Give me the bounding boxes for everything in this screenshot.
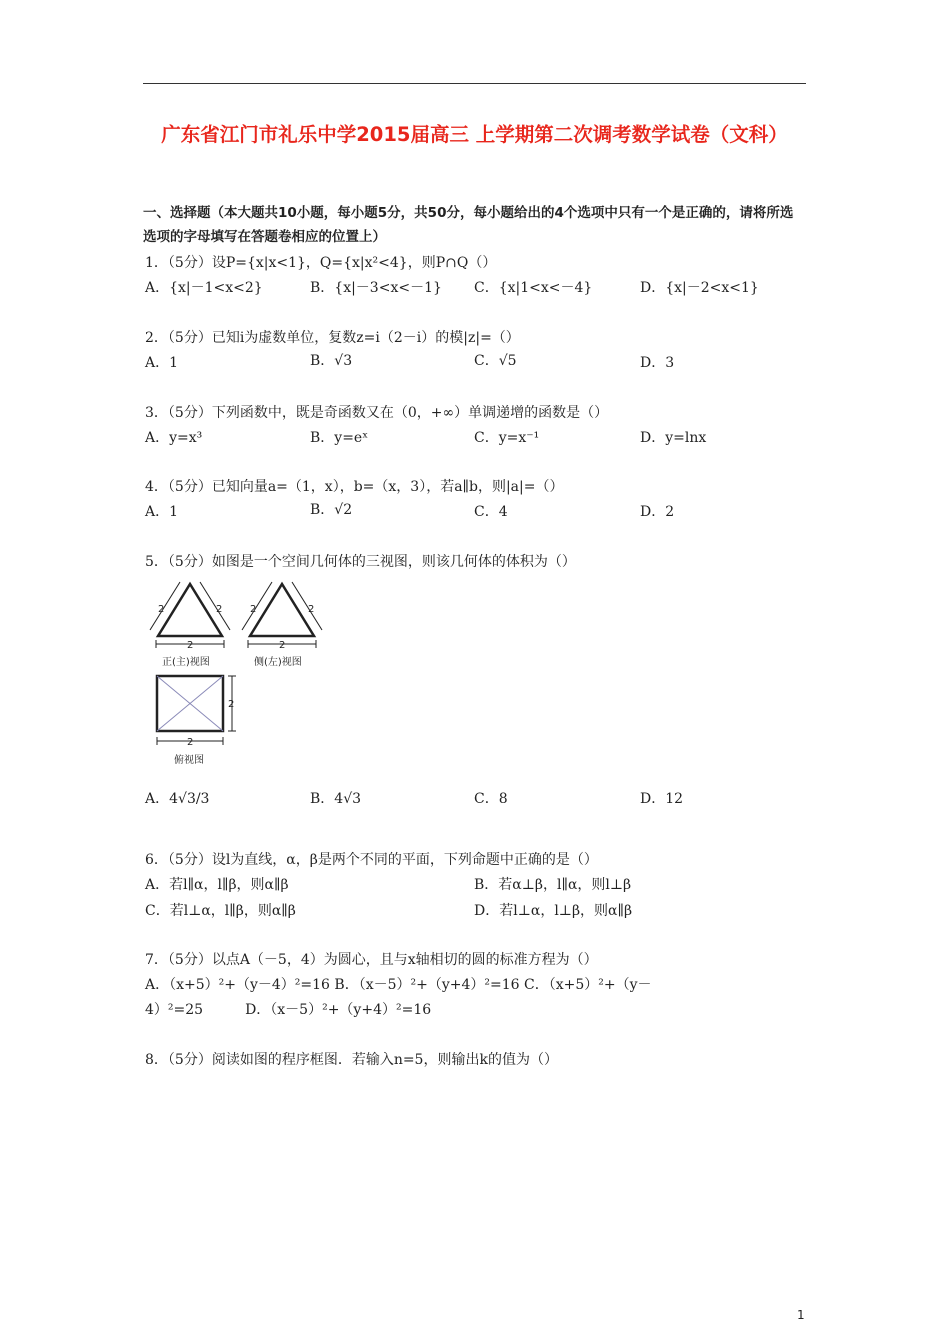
question-7-stem: 7．（5分）以点A（－5，4）为圆心，且与x轴相切的圆的标准方程为（） <box>145 952 598 968</box>
question-6-option-c: C．若l⊥α，l∥β，则α∥β <box>145 903 296 919</box>
side-dim-right: 2 <box>308 604 315 615</box>
top-view <box>157 676 236 745</box>
three-view-figure <box>144 578 344 770</box>
page-title: 广东省江门市礼乐中学2015届高三 上学期第二次调考数学试卷（文科） <box>161 123 788 146</box>
question-5-option-a: A．4√3/3 <box>145 791 210 807</box>
question-4-option-d: D．2 <box>640 504 675 520</box>
top-view-label: 俯视图 <box>174 755 204 766</box>
question-2-option-d: D．3 <box>640 355 675 371</box>
question-3-option-b: B．y=eˣ <box>310 430 369 446</box>
question-7-options-line-1: A．（x+5）²+（y－4）²=16 B．（x－5）²+（y+4）²=16 C．（x+5）²+（y－ <box>145 977 652 993</box>
front-dim-right: 2 <box>216 604 223 615</box>
side-view <box>242 582 322 648</box>
header-rule <box>143 83 806 84</box>
question-3-option-d: D．y=lnx <box>640 430 707 446</box>
side-view-label: 侧(左)视图 <box>254 657 302 668</box>
question-5-option-c: C．8 <box>474 791 508 807</box>
question-8-stem: 8．（5分）阅读如图的程序框图．若输入n=5，则输出k的值为（） <box>145 1052 558 1068</box>
question-3-option-a: A．y=x³ <box>145 430 203 446</box>
side-dim-bottom: 2 <box>279 640 286 651</box>
question-6-option-a: A．若l∥α，l∥β，则α∥β <box>145 877 289 893</box>
question-5-option-d: D．12 <box>640 791 684 807</box>
question-4-stem: 4．（5分）已知向量a=（1，x），b=（x，3），若a∥b，则|a|=（） <box>145 479 564 495</box>
question-6-option-d: D．若l⊥α，l⊥β，则α∥β <box>474 903 633 919</box>
question-1-option-d: D．{x|－2<x<1} <box>640 280 759 296</box>
question-4-option-c: C．4 <box>474 504 508 520</box>
question-5-stem: 5．（5分）如图是一个空间几何体的三视图，则该几何体的体积为（） <box>145 554 576 570</box>
question-1-option-c: C．{x|1<x<－4} <box>474 280 593 296</box>
side-dim-left: 2 <box>250 604 257 615</box>
question-6-stem: 6．（5分）设l为直线，α，β是两个不同的平面，下列命题中正确的是（） <box>145 852 598 868</box>
question-4-option-b: B．√2 <box>310 502 353 518</box>
question-2-stem: 2．（5分）已知i为虚数单位，复数z=i（2－i）的模|z|=（） <box>145 330 520 346</box>
section-heading: 一、选择题（本大题共10小题，每小题5分，共50分，每小题给出的4个选项中只有一个是正确的，请将所选选项的字母填写在答题卷相应的位置上） <box>143 205 794 245</box>
question-2-option-c: C．√5 <box>474 353 517 369</box>
front-dim-left: 2 <box>158 604 165 615</box>
question-3-option-c: C．y=x⁻¹ <box>474 430 540 446</box>
question-7-options-line-2: 4）²=25 D．（x－5）²+（y+4）²=16 <box>145 1002 432 1018</box>
top-dim-right: 2 <box>228 699 235 710</box>
page-number: 1 <box>797 1308 805 1322</box>
question-6-option-b: B．若α⊥β，l∥α，则l⊥β <box>474 877 632 893</box>
question-3-stem: 3．（5分）下列函数中，既是奇函数又在（0，+∞）单调递增的函数是（） <box>145 405 609 421</box>
question-4-option-a: A．1 <box>145 504 179 520</box>
front-view-label: 正(主)视图 <box>162 657 210 668</box>
question-1-option-a: A．{x|－1<x<2} <box>145 280 263 296</box>
question-5-option-b: B．4√3 <box>310 791 362 807</box>
front-view <box>150 582 230 648</box>
question-2-option-b: B．√3 <box>310 353 353 369</box>
top-dim-bottom: 2 <box>187 737 194 748</box>
question-1-stem: 1．（5分）设P={x|x<1}，Q={x|x²<4}，则P∩Q（） <box>145 255 497 271</box>
front-dim-bottom: 2 <box>187 640 194 651</box>
question-1-option-b: B．{x|－3<x<－1} <box>310 280 442 296</box>
question-2-option-a: A．1 <box>145 355 179 371</box>
